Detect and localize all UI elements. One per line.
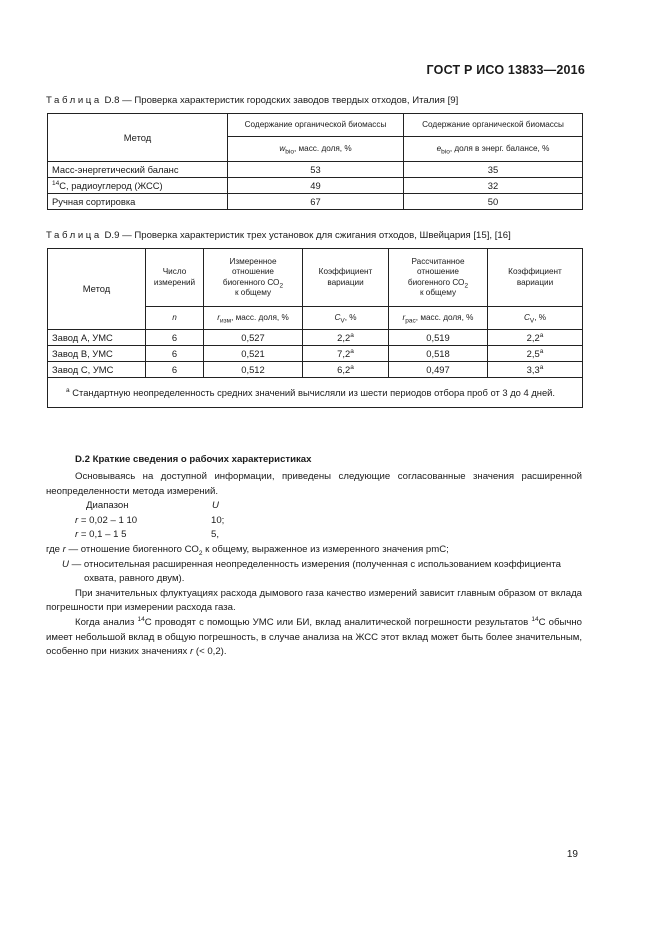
cell-method: Ручная сортировка [48, 194, 228, 210]
cell-value: 67 [228, 194, 404, 210]
header-biomass-mass: Содержание органической биомассы [228, 114, 404, 137]
cell-method: Завод В, УМС [48, 346, 146, 362]
table-d8 [47, 113, 583, 210]
range-header: Диапазон U [86, 500, 219, 512]
header-method: Метод [48, 249, 146, 330]
cell-value: 32 [404, 178, 583, 194]
cell-value: 6 [146, 346, 204, 362]
header-biomass-energy: Содержание органической биомассы [404, 114, 583, 137]
table-row [48, 194, 583, 210]
cell-method: Завод С, УМС [48, 362, 146, 378]
unit-count: n [146, 307, 204, 330]
table-row [48, 330, 583, 346]
header-method: Метод [48, 114, 228, 162]
paragraph: При значительных флуктуациях расхода дымового газа качество измерений зависит главным образом от вклада погрешности при измерении расхода газа. [46, 587, 582, 614]
caption-text: D.8 — Проверка характеристик городских заводов твердых отходов, Италия [9] [101, 95, 459, 106]
cell-value: 0,518 [389, 346, 488, 362]
cell-value: $2,2^а$ [303, 330, 389, 346]
page-number: 19 [566, 849, 578, 860]
paragraph: Когда анализ $^{14}$С проводят с помощью УМС или БИ, вклад аналитической погрешности результатов $^{14}$С обычно имеет небольшой вклад в общую погрешность, в случае анализа на ЖСС этот вклад может быть более значительным, особенно при низких значениях r (< 0,2). [46, 615, 582, 658]
cell-value: 0,519 [389, 330, 488, 346]
cell-value: 35 [404, 162, 583, 178]
table-row [48, 362, 583, 378]
cell-value: $2,2^а$ [488, 330, 583, 346]
range-row-2: r = 0,1 – 1 5 5, [75, 529, 220, 541]
cell-value: 6 [146, 330, 204, 346]
cell-value: 6 [146, 362, 204, 378]
cell-value: 49 [228, 178, 404, 194]
cell-value: 0,521 [204, 346, 303, 362]
unit-calculated: $r_{рас}$, масс. доля, % [389, 307, 488, 330]
unit-variation-1: $C_V$, % [303, 307, 389, 330]
section-title: D.2 Краткие сведения о рабочих характеристиках [75, 454, 312, 465]
section-body [46, 470, 582, 660]
header-variation-2: Коэффициент вариации [488, 249, 583, 307]
table-row [48, 346, 583, 362]
cell-method: Завод А, УМС [48, 330, 146, 346]
table-row [48, 162, 583, 178]
definition-r: где r — отношение биогенного $СО_2$ к общему, выраженное из измеренного значения pmC; [46, 543, 449, 557]
unit-biomass-mass: $w_{bio}$, масс. доля, % [228, 137, 404, 162]
document-header: ГОСТ Р ИСО 13833—2016 [426, 63, 585, 77]
cell-value: $3,3^а$ [488, 362, 583, 378]
cell-value: $6,2^а$ [303, 362, 389, 378]
unit-variation-2: $C_V$, % [488, 307, 583, 330]
cell-method: $^{14}$С, радиоуглерод (ЖСС) [48, 178, 228, 194]
header-count: Число измерений [146, 249, 204, 307]
table-footnote: $^а$ Стандартную неопределенность средних значений вычисляли из шести периодов отбора проб от 3 до 4 дней. [48, 378, 583, 408]
header-calculated-ratio: Рассчитанное отношение биогенного $СО_2$ к общему [389, 249, 488, 307]
cell-value: 0,497 [389, 362, 488, 378]
paragraph: Основываясь на доступной информации, приведены следующие согласованные значения расширенной неопределенности метода измерений. [46, 471, 582, 497]
header-measured-ratio: Измеренное отношение биогенного $СО_2$ к общему [204, 249, 303, 307]
range-row-1: r = 0,02 – 1 10 10; [75, 514, 225, 526]
definition-u-cont: охвата, равного двум). [84, 573, 185, 585]
unit-biomass-energy: $e_{bio}$, доля в энерг. балансе, % [404, 137, 583, 162]
cell-value: 0,512 [204, 362, 303, 378]
caption-label: Таблица [46, 230, 102, 241]
definition-u: U — относительная расширенная неопределенность измерения (полученная с использованием коэффициента [62, 558, 561, 570]
cell-value: $2,5^а$ [488, 346, 583, 362]
cell-value: 0,527 [204, 330, 303, 346]
cell-value: 53 [228, 162, 404, 178]
table-d9 [47, 248, 583, 408]
cell-method: Масс-энергетический баланс [48, 162, 228, 178]
cell-value: $7,2^а$ [303, 346, 389, 362]
caption-label: Таблица [46, 95, 102, 106]
cell-value: 50 [404, 194, 583, 210]
unit-measured: $r_{изм}$, масс. доля, % [204, 307, 303, 330]
caption-text: D.9 — Проверка характеристик трех установок для сжигания отходов, Швейцария [15], [16] [101, 230, 511, 241]
table-d9-caption [46, 230, 511, 241]
table-d8-caption [46, 95, 458, 106]
table-row [48, 178, 583, 194]
header-variation-1: Коэффициент вариации [303, 249, 389, 307]
